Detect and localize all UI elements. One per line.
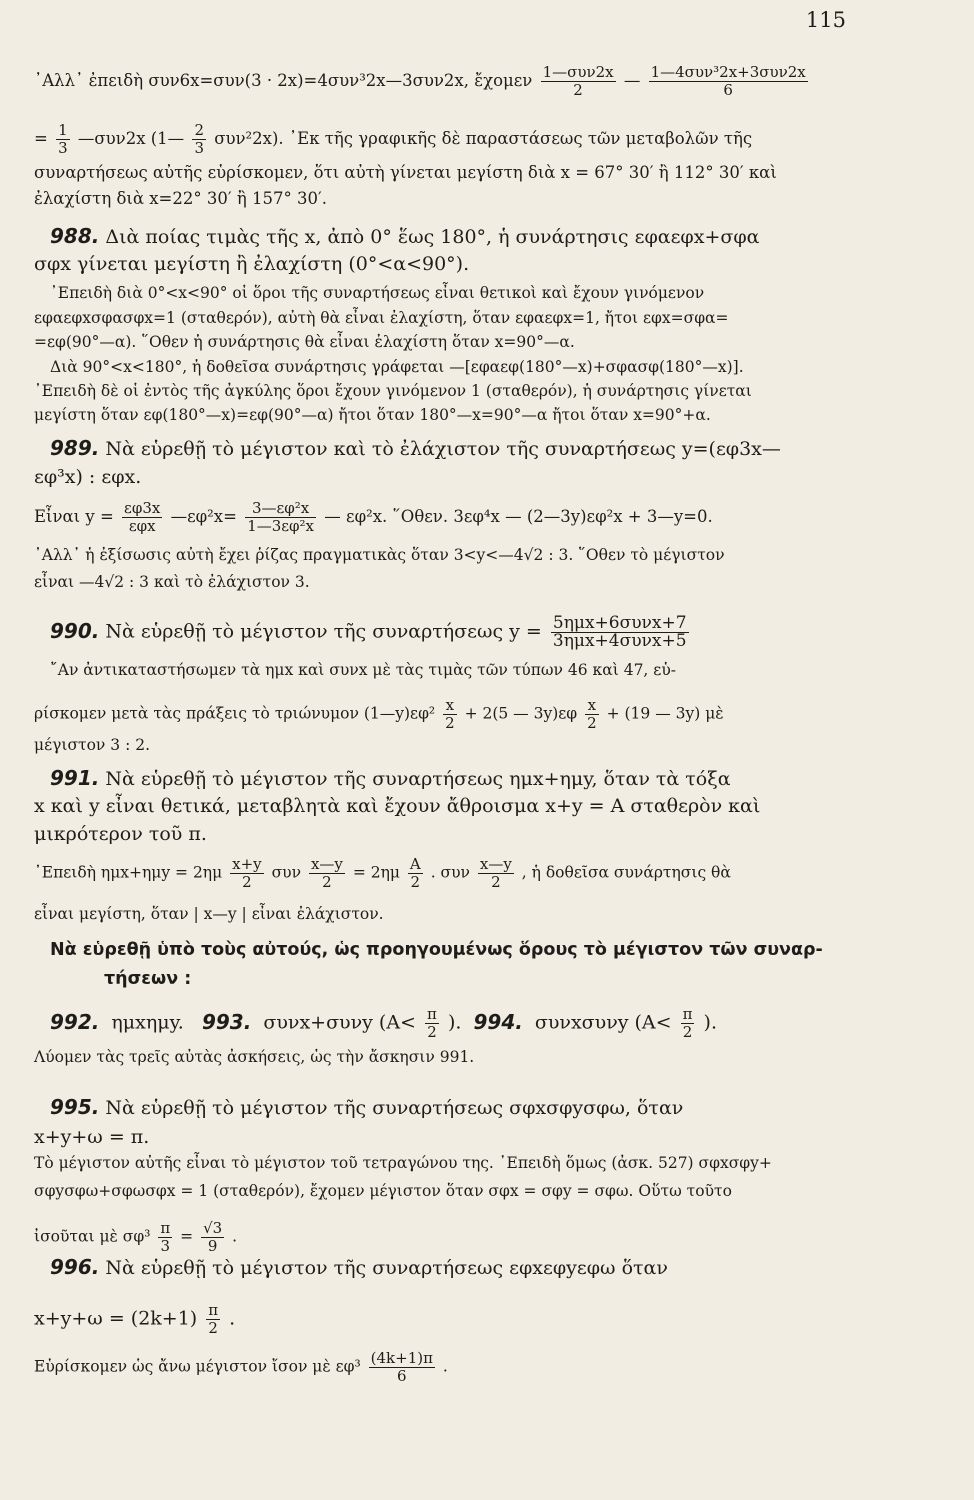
exercise-heading: 989. Νὰ εὑρεθῇ τὸ μέγιστον καὶ τὸ ἐλάχιστον τῆς συναρτήσεως y=(εφ3x— xyxy=(50,436,781,460)
text-line: = $\frac{1}{3}$ —συν2x (1— $\frac{2}{3}$ συν²2x). ᾿Εκ τῆς γραφικῆς δὲ παραστάσεως τῶν μεταβολῶν τῆς xyxy=(34,121,753,157)
section-heading: Νὰ εὑρεθῇ ὑπὸ τοὺς αὐτούς, ὡς προηγουμένως ὅρους τὸ μέγιστον τῶν συναρ- xyxy=(50,940,823,960)
fraction: $\frac{\text{3—εφ²x}}{\text{1—3εφ²x}}$ xyxy=(247,499,315,535)
text-line: ᾿Αλλ᾿ ἡ ἐξίσωσις αὐτὴ ἔχει ῥίζας πραγματικὰς ὅταν 3<y<—4√2 : 3. ῞Οθεν τὸ μέγιστον xyxy=(34,546,725,564)
text-line: Εἶναι y = $\frac{\varepsilon\varphi 3x}{\text{εφx}}$ —εφ²x= $\frac{\text{3—εφ²x}}{\text{1—3εφ²x}}$ — εφ²x. ῞Οθεν. 3εφ⁴x — (2—3y)εφ²x + 3—y=0. xyxy=(34,499,713,535)
exercise-heading: 991. Νὰ εὑρεθῇ τὸ μέγιστον τῆς συναρτήσεως ημx+ημy, ὅταν τὰ τόξα xyxy=(50,766,731,790)
exercise-number: 992. xyxy=(50,1009,100,1034)
fraction: $\frac{\pi}{2}$ xyxy=(208,1301,219,1337)
fraction: $\frac{x—y}{2}$ xyxy=(479,855,512,891)
page-number: 115 xyxy=(805,8,846,32)
exercise-heading: 992. ημxημy. 993. συνx+συνy (Α< $\frac{\pi}{2}$ ). 994. συνxσυνy (Α< $\frac{\pi}{2}$ ). xyxy=(50,1005,717,1041)
fraction: $\frac{1}{3}$ xyxy=(58,121,68,157)
fraction: $\frac{\text{5ημx+6συνx+7}}{\text{3ημx+4συνx+5}}$ xyxy=(552,613,687,651)
text-line: x καὶ y εἶναι θετικά, μεταβλητὰ καὶ ἔχουν ἄθροισμα x+y = Α σταθερὸν καὶ xyxy=(34,795,761,817)
exercise-number: 990. xyxy=(50,618,100,643)
fraction: $\frac{\pi}{2}$ xyxy=(427,1005,437,1041)
section-heading: τήσεων : xyxy=(104,969,192,989)
exercise-number: 991. xyxy=(50,766,100,790)
fraction: $\frac{x}{2}$ xyxy=(445,696,455,732)
text-line: Λύομεν τὰς τρεῖς αὐτὰς ἀσκήσεις, ὡς τὴν ἄσκησιν 991. xyxy=(34,1048,475,1066)
text-line: ᾿Αλλ᾿ ἐπειδὴ συν6x=συν(3 · 2x)=4συν³2x—3συν2x, ἔχομεν $\frac{\text{1—συν2x}}{2}$ — $\frac{\text{1—4συν³2x+3συν2x}}{6}$ xyxy=(34,63,806,99)
fraction: $\frac{(4k+1)\pi}{6}$ xyxy=(370,1349,433,1385)
text-line: εφ³x) : εφx. xyxy=(34,466,142,488)
text-line: ἰσοῦται μὲ σφ³ $\frac{\pi}{3}$ = $\frac{√3}{9}$ . xyxy=(34,1219,238,1255)
exercise-number: 988. xyxy=(50,224,100,248)
exercise-heading: 988. Διὰ ποίας τιμὰς τῆς x, ἀπὸ 0° ἕως 180°, ἡ συνάρτησις εφαεφx+σφα xyxy=(50,224,760,248)
text-line: ἐλαχίστη διὰ x=22° 30′ ἢ 157° 30′. xyxy=(34,189,327,208)
text-line: ᾿Επειδὴ δὲ οἱ ἐντὸς τῆς ἀγκύλης ὅροι ἔχουν γινόμενον 1 (σταθερόν), ἡ συνάρτησις γίνεται xyxy=(34,382,752,400)
exercise-heading: 996. Νὰ εὑρεθῇ τὸ μέγιστον τῆς συναρτήσεως εφxεφyεφω ὅταν xyxy=(50,1255,668,1279)
text-line: =εφ(90°—α). ῞Οθεν ἡ συνάρτησις θὰ εἶναι ἐλαχίστη ὅταν x=90°—α. xyxy=(34,333,575,351)
text-line: Τὸ μέγιστον αὐτῆς εἶναι τὸ μέγιστον τοῦ τετραγώνου της. ᾿Επειδὴ ὅμως (ἀσκ. 527) σφxσφy+ xyxy=(34,1154,772,1172)
text-line: εφαεφxσφασφx=1 (σταθερόν), αὐτὴ θὰ εἶναι ἐλαχίστη, ὅταν εφαεφx=1, ἤτοι εφx=σφα= xyxy=(34,309,729,327)
text-line: Διὰ 90°<x<180°, ἡ δοθεῖσα συνάρτησις γράφεται —[εφαεφ(180°—x)+σφασφ(180°—x)]. xyxy=(50,358,744,376)
fraction: $\frac{x—y}{2}$ xyxy=(310,855,343,891)
exercise-number: 994. xyxy=(473,1009,523,1034)
fraction: $\frac{\text{1—συν2x}}{2}$ xyxy=(542,63,614,99)
fraction: $\frac{\text{1—4συν³2x+3συν2x}}{6}$ xyxy=(650,63,806,99)
text-line: x+y+ω = (2k+1) $\frac{\pi}{2}$ . xyxy=(34,1301,236,1337)
text-line: ρίσκομεν μετὰ τὰς πράξεις τὸ τριώνυμον (1—y)εφ² $\frac{x}{2}$ + 2(5 — 3y)εφ $\frac{x}{2}$ + (19 — 3y) μὲ xyxy=(34,696,724,732)
text-line: εἶναι —4√2 : 3 καὶ τὸ ἐλάχιστον 3. xyxy=(34,573,310,591)
fraction: $\frac{x}{2}$ xyxy=(587,696,597,732)
exercise-number: 993. xyxy=(201,1009,252,1034)
exercise-number: 995. xyxy=(50,1095,100,1119)
text-line: μικρότερον τοῦ π. xyxy=(34,823,207,845)
text-line: μέγιστον 3 : 2. xyxy=(34,736,151,754)
fraction: $\frac{√3}{9}$ xyxy=(203,1219,223,1255)
text-line: μεγίστη ὅταν εφ(180°—x)=εφ(90°—α) ἤτοι ὅταν 180°—x=90°—α ἤτοι ὅταν x=90°+α. xyxy=(34,406,711,424)
exercise-number: 989. xyxy=(50,436,100,460)
text-line: x+y+ω = π. xyxy=(34,1126,150,1148)
exercise-number: 996. xyxy=(50,1255,100,1279)
exercise-heading: 995. Νὰ εὑρεθῇ τὸ μέγιστον τῆς συναρτήσεως σφxσφyσφω, ὅταν xyxy=(50,1095,684,1119)
text-line: ᾿Επειδὴ ημx+ημy = 2ημ $\frac{x+y}{2}$ συν $\frac{x—y}{2}$ = 2ημ $\frac{A}{2}$ . συν $\frac{x—y}{2}$ , ἡ δοθεῖσα συνάρτησις θὰ xyxy=(34,855,731,891)
text-line: Εὑρίσκομεν ὡς ἄνω μέγιστον ἴσον μὲ εφ³ $\frac{(4k+1)\pi}{6}$ . xyxy=(34,1349,448,1385)
fraction: $\frac{\varepsilon\varphi 3x}{\text{εφx}}$ xyxy=(124,499,161,535)
text-line: ᾿Επειδὴ διὰ 0°<x<90° οἱ ὅροι τῆς συναρτήσεως εἶναι θετικοὶ καὶ ἔχουν γινόμενον xyxy=(50,284,705,302)
text-line: σφyσφω+σφωσφx = 1 (σταθερόν), ἔχομεν μέγιστον ὅταν σφx = σφy = σφω. Οὕτω τοῦτο xyxy=(34,1182,732,1200)
fraction: $\frac{2}{3}$ xyxy=(194,121,204,157)
fraction: $\frac{\pi}{2}$ xyxy=(682,1005,693,1041)
text-line: σφx γίνεται μεγίστη ἢ ἐλαχίστη (0°<α<90°). xyxy=(34,253,470,275)
text-line: εἶναι μεγίστη, ὅταν | x—y | εἶναι ἐλάχιστον. xyxy=(34,905,384,923)
fraction: $\frac{x+y}{2}$ xyxy=(232,855,262,891)
text-line: ῎Αν ἀντικαταστήσωμεν τὰ ημx καὶ συνx μὲ τὰς τιμὰς τῶν τύπων 46 καὶ 47, εὑ- xyxy=(50,661,676,679)
fraction: $\frac{\pi}{3}$ xyxy=(160,1219,171,1255)
text-line: συναρτήσεως αὐτῆς εὑρίσκομεν, ὅτι αὐτὴ γίνεται μεγίστη διὰ x = 67° 30′ ἢ 112° 30′ καὶ xyxy=(34,163,777,182)
fraction: $\frac{A}{2}$ xyxy=(409,855,421,891)
exercise-heading: 990. Νὰ εὑρεθῇ τὸ μέγιστον τῆς συναρτήσεως y = $\frac{\text{5ημx+6συνx+7}}{\text{3ημx+4συνx+5}}$ xyxy=(50,613,687,651)
